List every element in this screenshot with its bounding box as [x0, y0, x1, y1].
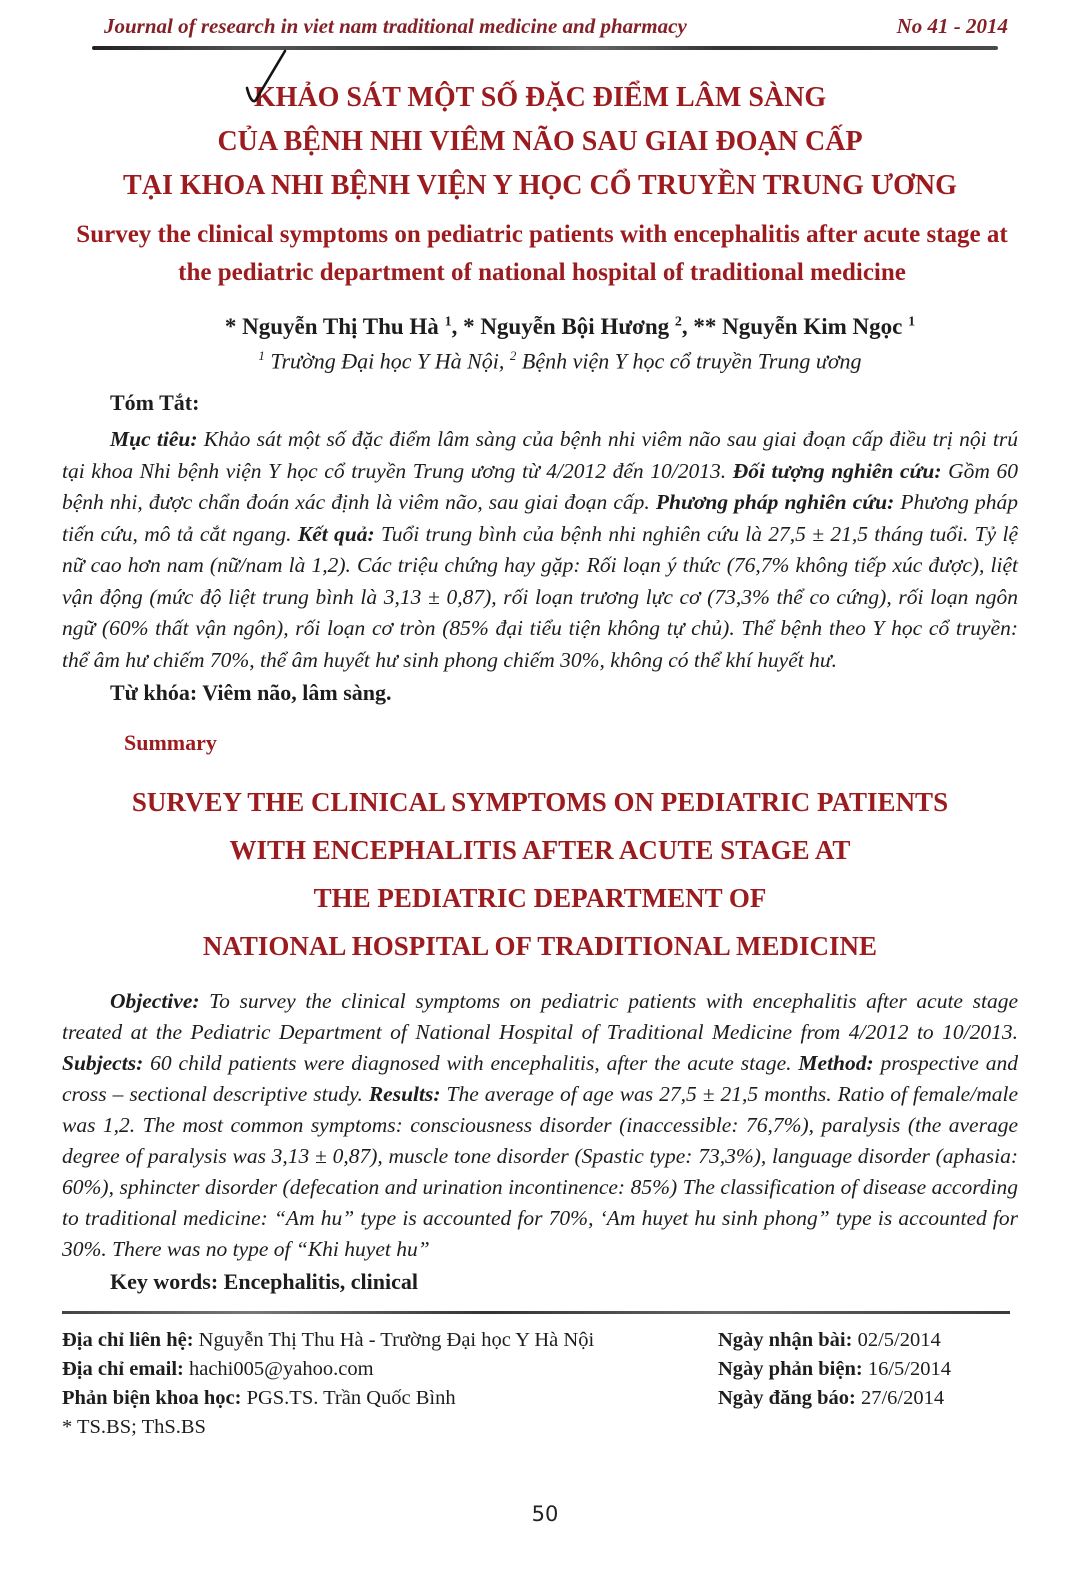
- checkmark-icon: [243, 48, 289, 112]
- keywords-vi-line: [110, 680, 1018, 706]
- title-vi-line1: KHẢO SÁT MỘT SỐ ĐẶC ĐIỂM LÂM SÀNG: [253, 82, 827, 113]
- contact-address-label: Địa chỉ liên hệ:: [62, 1329, 194, 1352]
- contact-email-value: hachi005@yahoo.com: [183, 1358, 374, 1381]
- article-title-english: [62, 778, 1018, 970]
- header-divider: [92, 46, 998, 50]
- keywords-en-value: Encephalitis, clinical: [218, 1269, 419, 1295]
- reviewed-date-label: Ngày phản biện:: [718, 1358, 863, 1381]
- title-en-line4: NATIONAL HOSPITAL OF TRADITIONAL MEDICINE: [202, 931, 878, 962]
- page-number: 50: [531, 1502, 559, 1526]
- contact-address-row: [62, 1326, 718, 1355]
- keywords-vi-value: Viêm não, lâm sàng.: [197, 680, 392, 706]
- title-vi-line3: TẠI KHOA NHI BỆNH VIỆN Y HỌC CỔ TRUYỀN TRUNG ƯƠNG: [123, 170, 957, 201]
- received-date-row: [718, 1326, 1018, 1355]
- abstract-en-paragraph: Objective: To survey the clinical symptoms on pediatric patients with encephalitis after acute stage treated at the Pediatric Department of National Hospital of Traditional Medicine from 4/2012 to 10/2013. Subjects: 60 child patients were diagnosed with encephalitis, after the acute stage. Method: prospective and cross – sectional descriptive study. Results: The average of age was 27,5 ± 21,5 months. Ratio of female/male was 1,2. The most common symptoms: consciousness disorder (inaccessible: 76,7%), paralysis (the average degree of paralysis was 3,13 ± 0,87), muscle tone disorder (Spastic type: 73,3%), language disorder (aphasia: 60%), sphincter disorder (defecation and urination incontinence: 85%) The classification of disease according to traditional medicine: “Am hu” type is accounted for 70%, ‘Am huyet hu sinh phong” type is accounted for 30%. There was no type of “Khi huyet hu”: [62, 989, 1018, 1262]
- received-date-label: Ngày nhận bài:: [718, 1329, 853, 1352]
- reviewer-label: Phản biện khoa học:: [62, 1387, 242, 1410]
- reviewer-value: PGS.TS. Trần Quốc Bình: [241, 1387, 456, 1410]
- contact-email-row: [62, 1355, 718, 1384]
- affiliation-line: $^1$ Trường Đại học Y Hà Nội, $^2$ Bệnh viện Y học cổ truyền Trung ương: [258, 348, 862, 374]
- authors-line: * Nguyễn Thị Thu Hà $^1$, * Nguyễn Bội Hương $^2$, ** Nguyễn Kim Ngọc $^1$: [224, 314, 916, 339]
- footer-block: [62, 1326, 1018, 1442]
- footer-right-column: [718, 1326, 1018, 1442]
- keywords-en-label: Key words:: [110, 1269, 219, 1295]
- reviewer-row: [62, 1384, 718, 1413]
- reviewed-date-value: 16/5/2014: [862, 1358, 951, 1381]
- published-date-label: Ngày đăng báo:: [718, 1387, 856, 1410]
- summary-heading: Summary: [124, 730, 217, 756]
- title-vi-line2: CỦA BỆNH NHI VIÊM NÃO SAU GIAI ĐOẠN CẤP: [217, 126, 863, 157]
- reviewed-date-row: [718, 1355, 1018, 1384]
- title-en-line2: WITH ENCEPHALITIS AFTER ACUTE STAGE AT: [229, 835, 851, 866]
- footer-divider: [62, 1311, 1010, 1314]
- journal-header: [62, 14, 1018, 39]
- journal-title: Journal of research in viet nam traditional medicine and pharmacy: [104, 14, 687, 38]
- received-date-value: 02/5/2014: [852, 1329, 941, 1352]
- degree-note: * TS.BS; ThS.BS: [62, 1416, 206, 1439]
- article-title-vietnamese: [62, 76, 1018, 208]
- contact-address-value: Nguyễn Thị Thu Hà - Trường Đại học Y Hà Nội: [193, 1329, 595, 1352]
- keywords-vi-label: Từ khóa:: [110, 680, 198, 706]
- title-en-line1: SURVEY THE CLINICAL SYMPTOMS ON PEDIATRIC PATIENTS: [131, 787, 949, 818]
- published-date-value: 27/6/2014: [855, 1387, 945, 1410]
- title-en-line3: THE PEDIATRIC DEPARTMENT OF: [313, 883, 767, 914]
- article-subtitle-english: Survey the clinical symptoms on pediatric patients with encephalitis after acute stage at the pediatric department of national hospital of traditional medicine: [76, 221, 1008, 286]
- contact-email-label: Địa chỉ email:: [62, 1358, 184, 1381]
- keywords-en-line: [110, 1269, 1018, 1295]
- abstract-vi-paragraph: Mục tiêu: Khảo sát một số đặc điểm lâm sàng của bệnh nhi viêm não sau giai đoạn cấp điều trị nội trú tại khoa Nhi bệnh viện Y học cổ truyền Trung ương từ 4/2012 đến 10/2013. Đối tượng nghiên cứu: Gồm 60 bệnh nhi, được chẩn đoán xác định là viêm não, sau giai đoạn cấp. Phương pháp nghiên cứu: Phương pháp tiến cứu, mô tả cắt ngang. Kết quả: Tuổi trung bình của bệnh nhi nghiên cứu là 27,5 ± 21,5 tháng tuổi. Tỷ lệ nữ cao hơn nam (nữ/nam là 1,2). Các triệu chứng hay gặp: Rối loạn ý thức (76,7% không tiếp xúc được), liệt vận động (mức độ liệt trung bình là 3,13 ± 0,87), rối loạn trương lực cơ (73,3% thể co cứng), rối loạn ngôn ngữ (60% thất vận ngôn), rối loạn cơ tròn (85% đại tiểu tiện không tự chủ). Thể bệnh theo Y học cổ truyền: thể âm hư chiếm 70%, thể âm huyết hư sinh phong chiếm 30%, không có thể khí huyết hư.: [62, 427, 1019, 672]
- issue-number: No 41 - 2014: [896, 14, 1008, 38]
- abstract-vi-heading: Tóm Tắt:: [110, 390, 200, 416]
- footer-left-column: [62, 1326, 718, 1442]
- published-date-row: [718, 1384, 1018, 1413]
